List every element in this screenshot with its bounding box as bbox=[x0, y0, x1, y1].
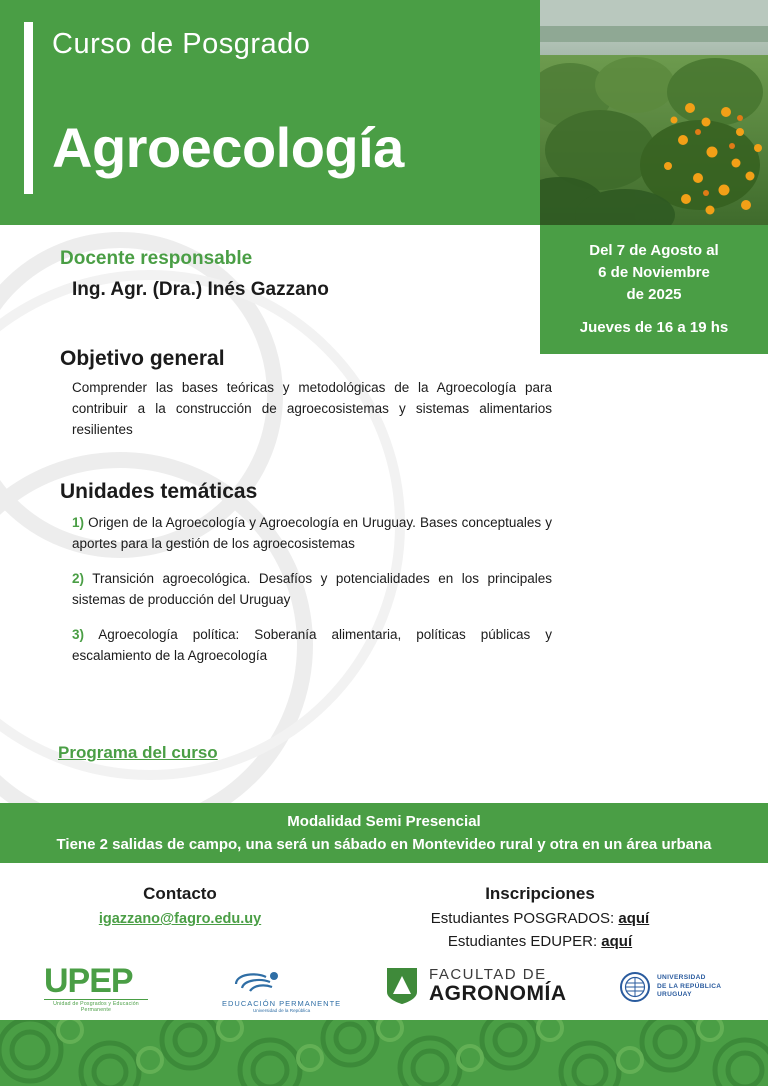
page-title: Agroecología bbox=[52, 116, 404, 179]
facultad-line-1: FACULTAD DE bbox=[429, 966, 547, 984]
course-dates-box bbox=[540, 225, 768, 354]
programa-del-curso-link[interactable]: Programa del curso bbox=[58, 743, 218, 762]
unidad-item-2 bbox=[72, 569, 552, 611]
unidades-title: Unidades temáticas bbox=[60, 480, 258, 503]
inscripciones-title: Inscripciones bbox=[485, 884, 595, 903]
poster-header bbox=[0, 0, 768, 225]
udelar-seal-icon bbox=[620, 972, 650, 1002]
udelar-line-3: URUGUAY bbox=[657, 991, 692, 999]
udelar-line-2: DE LA REPÚBLICA bbox=[657, 982, 722, 990]
inscripcion-link-posgrados[interactable]: aquí bbox=[618, 910, 650, 927]
header-accent-bar bbox=[24, 22, 33, 194]
educacion-permanente-mark bbox=[222, 968, 298, 994]
unidad-item-3 bbox=[72, 625, 552, 667]
footer-pattern bbox=[0, 1020, 768, 1086]
upep-logo-text: UPEP bbox=[44, 962, 133, 1000]
objetivo-text: Comprender las bases teóricas y metodológicas de la Agroecología para contribuir a la construcción de agroecosistemas y sistemas alimentarios resilientes bbox=[72, 380, 552, 437]
unidad-number-2: 2) bbox=[72, 571, 85, 586]
modalidad-band bbox=[0, 803, 768, 863]
unidad-text-3: Agroecología política: Soberanía alimentaria, políticas públicas y escalamiento de la Agroecología bbox=[72, 627, 552, 663]
udelar-line-1: UNIVERSIDAD bbox=[657, 973, 706, 981]
educacion-permanente-logo bbox=[222, 968, 341, 1013]
educacion-permanente-text: EDUCACIÓN PERMANENTE bbox=[222, 999, 342, 1008]
upep-logo-subtitle: Unidad de Posgrados y Educación Permanente bbox=[44, 999, 148, 1013]
docente-label: Docente responsable bbox=[60, 248, 253, 269]
docente-name: Ing. Agr. (Dra.) Inés Gazzano bbox=[72, 279, 329, 300]
inscripcion-link-eduper[interactable]: aquí bbox=[601, 933, 633, 950]
logo-row bbox=[0, 962, 768, 1020]
unidad-item-1 bbox=[72, 513, 552, 555]
unidad-text-2: Transición agroecológica. Desafíos y potencialidades en los principales sistemas de producción del Uruguay bbox=[72, 571, 552, 607]
date-line-2: 6 de Noviembre bbox=[598, 263, 710, 281]
facultad-line-2: AGRONOMÍA bbox=[429, 981, 567, 1005]
garden-photo bbox=[540, 0, 768, 225]
inscripcion-label-posgrados: Estudiantes POSGRADOS: bbox=[430, 910, 615, 927]
course-schedule: Jueves de 16 a 19 hs bbox=[579, 319, 729, 337]
unidad-number-1: 1) bbox=[72, 515, 85, 530]
facultad-agronomia-logo bbox=[385, 966, 567, 1006]
agronomia-shield-icon bbox=[385, 966, 419, 1006]
date-line-3: de 2025 bbox=[626, 285, 682, 303]
contacto-email-link[interactable]: igazzano@fagro.edu.uy bbox=[98, 911, 262, 927]
educacion-permanente-subtitle: Universidad de la República bbox=[252, 1008, 311, 1013]
inscripcion-row-eduper bbox=[390, 933, 690, 950]
unidad-number-3: 3) bbox=[72, 627, 85, 642]
modalidad-line-2: Tiene 2 salidas de campo, una será un sábado en Montevideo rural y otra en un área urbana bbox=[56, 836, 712, 853]
inscripcion-label-eduper: Estudiantes EDUPER: bbox=[447, 933, 598, 950]
unidad-text-1: Origen de la Agroecología y Agroecología en Uruguay. Bases conceptuales y aportes para la gestión de los agroecosistemas bbox=[72, 515, 552, 551]
inscripcion-row-posgrados bbox=[390, 910, 690, 927]
modalidad-line-1: Modalidad Semi Presencial bbox=[287, 813, 481, 830]
contacto-title: Contacto bbox=[143, 884, 217, 903]
course-kicker: Curso de Posgrado bbox=[52, 28, 311, 60]
date-line-1: Del 7 de Agosto al bbox=[589, 242, 719, 259]
upep-logo bbox=[44, 964, 148, 1013]
objetivo-title: Objetivo general bbox=[60, 347, 225, 370]
udelar-logo bbox=[620, 972, 721, 1002]
